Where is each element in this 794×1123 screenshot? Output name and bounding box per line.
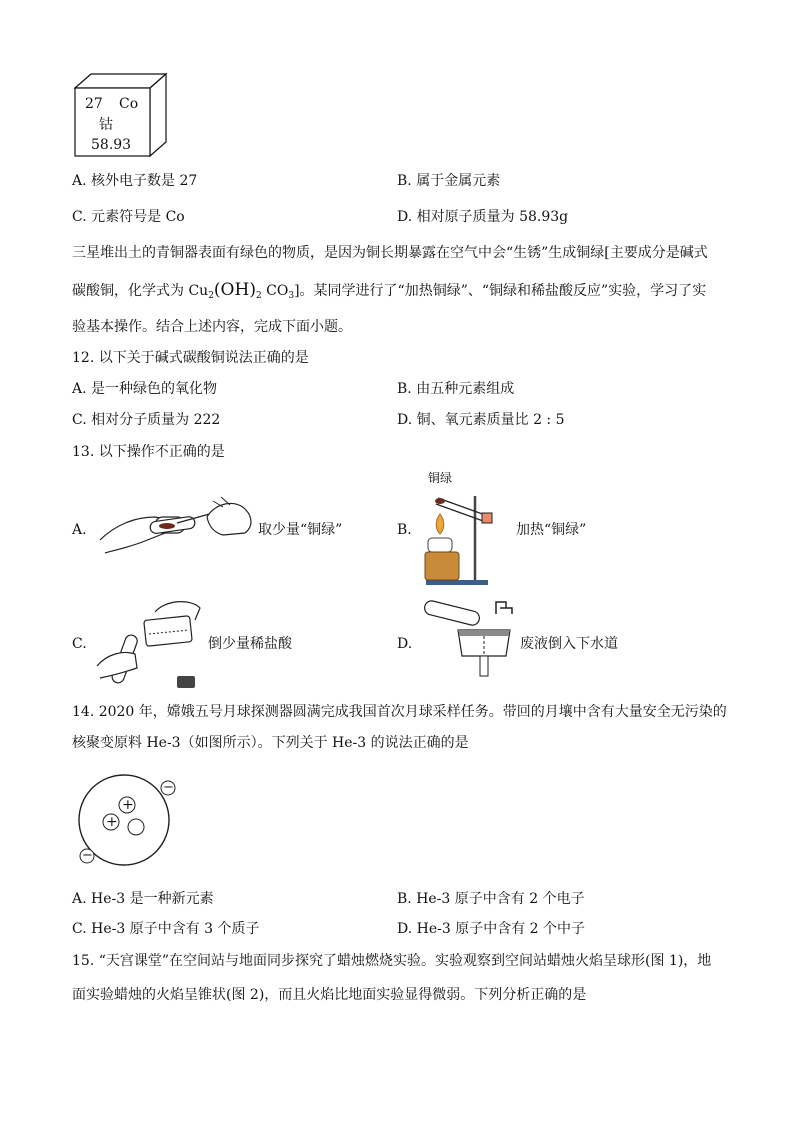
element-symbol: Co (119, 96, 139, 112)
q12-option-d[interactable]: D. 铜、氧元素质量比 2 : 5 (397, 412, 565, 428)
q13-b-caption: 加热“铜绿” (516, 522, 587, 538)
q14-option-c[interactable]: C. He-3 原子中含有 3 个质子 (72, 921, 260, 937)
formula-oh-sub: 2 (255, 291, 262, 301)
q12-option-b[interactable]: B. 由五种元素组成 (397, 381, 515, 397)
q13-d-caption: 废液倒入下水道 (520, 636, 618, 652)
proton-1: + (122, 797, 134, 813)
pour-waste-sink-illustration (420, 600, 516, 682)
q12-option-c[interactable]: C. 相对分子质量为 222 (72, 412, 221, 428)
q11-option-c[interactable]: C. 元素符号是 Co (72, 209, 185, 225)
q14-option-b[interactable]: B. He-3 原子中含有 2 个电子 (397, 891, 585, 907)
q14-line-1: 14. 2020 年，嫦娥五号月球探测器圆满完成我国首次月球采样任务。带回的月壤中含有大量安全无污染的 (72, 704, 727, 720)
pour-acid-illustration (95, 598, 207, 694)
intro-line-2-post: ]。某同学进行了“加热铜绿”、“铜绿和稀盐酸反应”实验，学习了实 (294, 283, 707, 299)
formula-cu: Cu (188, 283, 209, 299)
intro-line-2-pre: 碳酸铜，化学式为 (72, 283, 189, 299)
intro-line-3: 验基本操作。结合上述内容，完成下面小题。 (72, 319, 352, 335)
q11-option-a[interactable]: A. 核外电子数是 27 (72, 173, 198, 189)
q12-stem: 12. 以下关于碱式碳酸铜说法正确的是 (72, 350, 309, 366)
formula (188, 280, 295, 301)
intro-line-1: 三星堆出土的青铜器表面有绿色的物质，是因为铜长期暴露在空气中会“生锈”生成铜绿[主要成分是碱式 (72, 245, 708, 261)
spatula-test-tube-illustration (95, 495, 257, 560)
q14-option-d[interactable]: D. He-3 原子中含有 2 个中子 (397, 921, 586, 937)
q13-a-caption: 取少量“铜绿” (258, 522, 343, 538)
q13-d-letter[interactable]: D. (397, 636, 413, 652)
q14-line-2: 核聚变原料 He-3（如图所示）。下列关于 He-3 的说法正确的是 (72, 735, 469, 751)
q15-line-1: 15. “天宫课堂”在空间站与地面同步探究了蜡烛燃烧实验。实验观察到空间站蜡烛火焰呈球形(图 1)，地 (72, 953, 712, 969)
element-mass: 58.93 (91, 137, 132, 153)
formula-co-sub: 3 (288, 291, 295, 301)
q14-option-a[interactable]: A. He-3 是一种新元素 (72, 891, 214, 907)
electron-2: − (82, 848, 93, 863)
formula-cu-sub: 2 (208, 291, 214, 301)
q13-b-label: 铜绿 (428, 471, 453, 485)
q11-option-d[interactable]: D. 相对原子质量为 58.93g (397, 209, 569, 225)
q13-b-letter[interactable]: B. (397, 522, 412, 538)
q11-option-b[interactable]: B. 属于金属元素 (397, 173, 501, 189)
formula-co: CO (266, 283, 289, 299)
he3-atom-diagram (70, 774, 182, 868)
q13-stem: 13. 以下操作不正确的是 (72, 444, 225, 460)
q13-a-letter[interactable]: A. (72, 522, 87, 538)
element-atomic-number: 27 (85, 96, 103, 112)
intro-line-2 (72, 280, 706, 306)
electron-1: − (163, 780, 174, 795)
q13-c-caption: 倒少量稀盐酸 (208, 636, 292, 652)
element-card-cobalt (73, 72, 168, 158)
q13-c-letter[interactable]: C. (72, 636, 87, 652)
q12-option-a[interactable]: A. 是一种绿色的氧化物 (72, 381, 218, 397)
element-name: 钴 (99, 117, 113, 133)
q15-line-2: 面实验蜡烛的火焰呈锥状(图 2)，而且火焰比地面实验显得微弱。下列分析正确的是 (72, 987, 587, 1003)
formula-oh: (OH) (213, 280, 256, 300)
proton-2: + (106, 814, 118, 830)
alcohol-lamp-heating-illustration (420, 486, 510, 586)
